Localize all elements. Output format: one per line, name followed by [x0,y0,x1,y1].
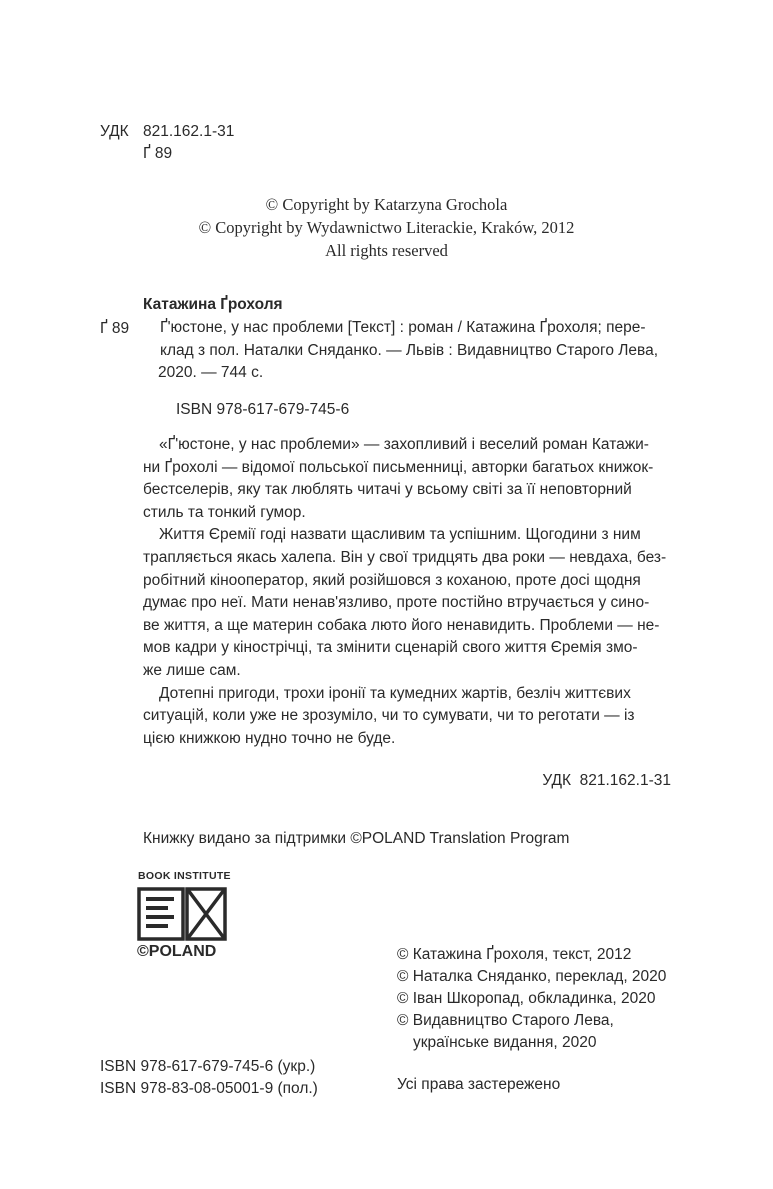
book-institute-logo-icon [137,887,229,941]
annotation-line: бестселерів, яку так люблять читачі у всьому світі за її неповторний [143,481,632,499]
isbn-line: ISBN 978-83-08-05001-9 (пол.) [100,1080,318,1097]
annotation-line: ситуацій, коли уже не зрозуміло, чи то сумувати, чи то реготати — із [143,707,635,725]
bib-line: клад з пол. Наталки Сняданко. — Львів : Видавництво Старого Лева, [160,341,659,359]
bib-mark: Ґ 89 [100,320,130,337]
udk-label: УДК [100,123,129,140]
annotation-line: Дотепні пригоди, трохи іронії та кумедних жартів, безліч життєвих [159,684,631,702]
annotation-line: же лише сам. [143,661,241,679]
copyright-line: All rights reserved [325,241,448,260]
credit-line: © Видавництво Старого Лева, [397,1012,614,1029]
annotation-line: трапляється якась халепа. Він у свої тридцять два роки — невдаха, без- [143,548,667,566]
isbn-line: ISBN 978-617-679-745-6 (укр.) [100,1058,316,1075]
bib-isbn: ISBN 978-617-679-745-6 [176,401,350,418]
bib-line: Ґ'юстоне, у нас проблеми [Текст] : роман / Катажина Ґрохоля; пере- [160,319,646,336]
bib-line: 2020. — 744 с. [158,364,264,382]
logo-label: BOOK INSTITUTE [138,870,231,882]
copyright-line: © Copyright by Katarzyna Grochola [265,195,508,214]
credit-line: © Наталка Сняданко, переклад, 2020 [397,968,667,985]
support-line: Книжку видано за підтримки ©POLAND Translation Program [143,830,570,847]
annotation-line: ни Ґрохолі — відомої польської письменниці, авторки багатьох книжок- [143,458,654,476]
annotation-line: мов кадри у кінострічці, та змінити сценарій свого життя Єремія змо- [143,639,638,657]
credit-line: © Катажина Ґрохоля, текст, 2012 [397,946,632,963]
annotation-line: робітний кінооператор, який розійшовся з коханою, проте досі щодня [143,571,641,589]
bib-author: Катажина Ґрохоля [143,296,283,313]
annotation-line: Життя Єремії годі назвати щасливим та успішним. Щогодини з ним [159,526,641,544]
credit-line: українське видання, 2020 [413,1034,597,1051]
udk-code: 821.162.1-31 [143,123,235,140]
annotation-line: стиль та тонкий гумор. [143,503,306,521]
bib-description [160,317,670,385]
annotation-line: «Ґ'юстоне, у нас проблеми» — захопливий і веселий роман Катажи- [159,436,649,453]
annotation-line: цією книжкою нудно точно не буде. [143,729,396,747]
annotation [143,434,671,750]
copyright-line: © Copyright by Wydawnictwo Literackie, Kraków, 2012 [198,218,575,237]
annotation-line: думає про неї. Мати ненав'язливо, проте постійно втручається у сино- [143,594,650,612]
annotation-line: ве життя, а ще материн собака люто його ненавидить. Проблеми — не- [143,616,660,634]
rights-reserved: Усі права застережено [397,1076,561,1093]
logo-poland-text: ©POLAND [137,943,217,960]
udk-bottom: УДК 821.162.1-31 [542,772,671,789]
author-mark: Ґ 89 [143,145,173,162]
credit-line: © Іван Шкоропад, обкладинка, 2020 [397,990,656,1007]
